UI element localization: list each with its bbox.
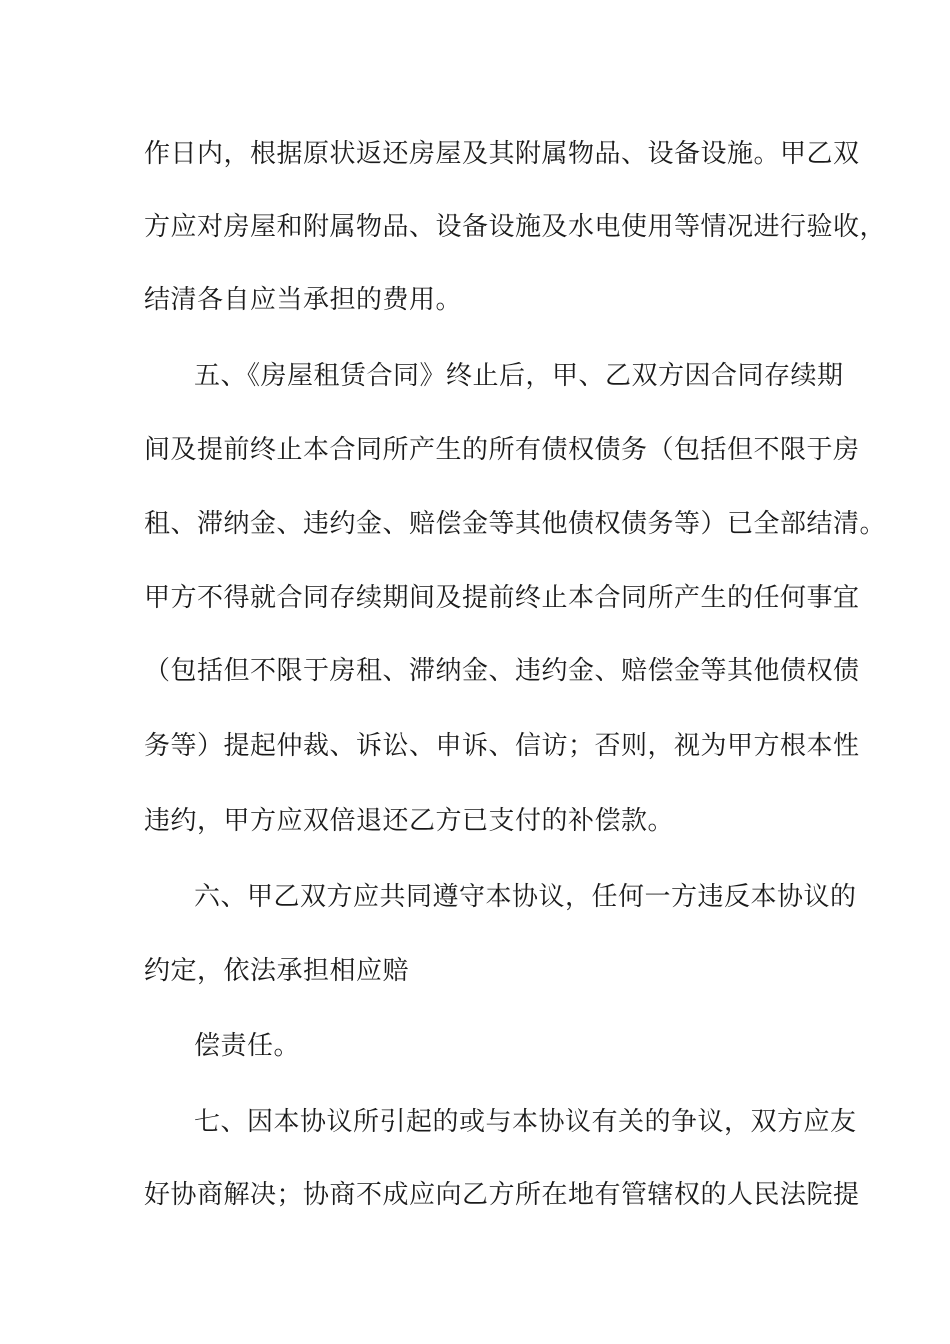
paragraph-line: 好协商解决；协商不成应向乙方所在地有管辖权的人民法院提 — [144, 1180, 860, 1210]
paragraph-line: 五、《房屋租赁合同》终止后，甲、乙双方因合同存续期 — [194, 361, 844, 391]
paragraph-line: 偿责任。 — [194, 1031, 301, 1061]
paragraph-line: 甲方不得就合同存续期间及提前终止本合同所产生的任何事宜 — [144, 583, 860, 613]
paragraph-line: 约定，依法承担相应赔 — [144, 956, 410, 986]
paragraph-line: 七、因本协议所引起的或与本协议有关的争议，双方应友 — [194, 1107, 857, 1137]
paragraph-line: （包括但不限于房租、滞纳金、违约金、赔偿金等其他债权债 — [144, 656, 860, 686]
paragraph-line: 间及提前终止本合同所产生的所有债权债务（包括但不限于房 — [144, 435, 860, 465]
paragraph-line: 违约，甲方应双倍退还乙方已支付的补偿款。 — [144, 806, 675, 836]
paragraph-line: 作日内，根据原状返还房屋及其附属物品、设备设施。甲乙双 — [144, 139, 860, 169]
paragraph-line: 租、滞纳金、违约金、赔偿金等其他债权债务等）已全部结清。 — [144, 509, 887, 539]
paragraph-line: 结清各自应当承担的费用。 — [144, 285, 463, 315]
paragraph-line: 务等）提起仲裁、诉讼、申诉、信访；否则，视为甲方根本性 — [144, 731, 860, 761]
paragraph-line: 六、甲乙双方应共同遵守本协议，任何一方违反本协议的 — [194, 882, 857, 912]
paragraph-line: 方应对房屋和附属物品、设备设施及水电使用等情况进行验收， — [144, 212, 887, 242]
